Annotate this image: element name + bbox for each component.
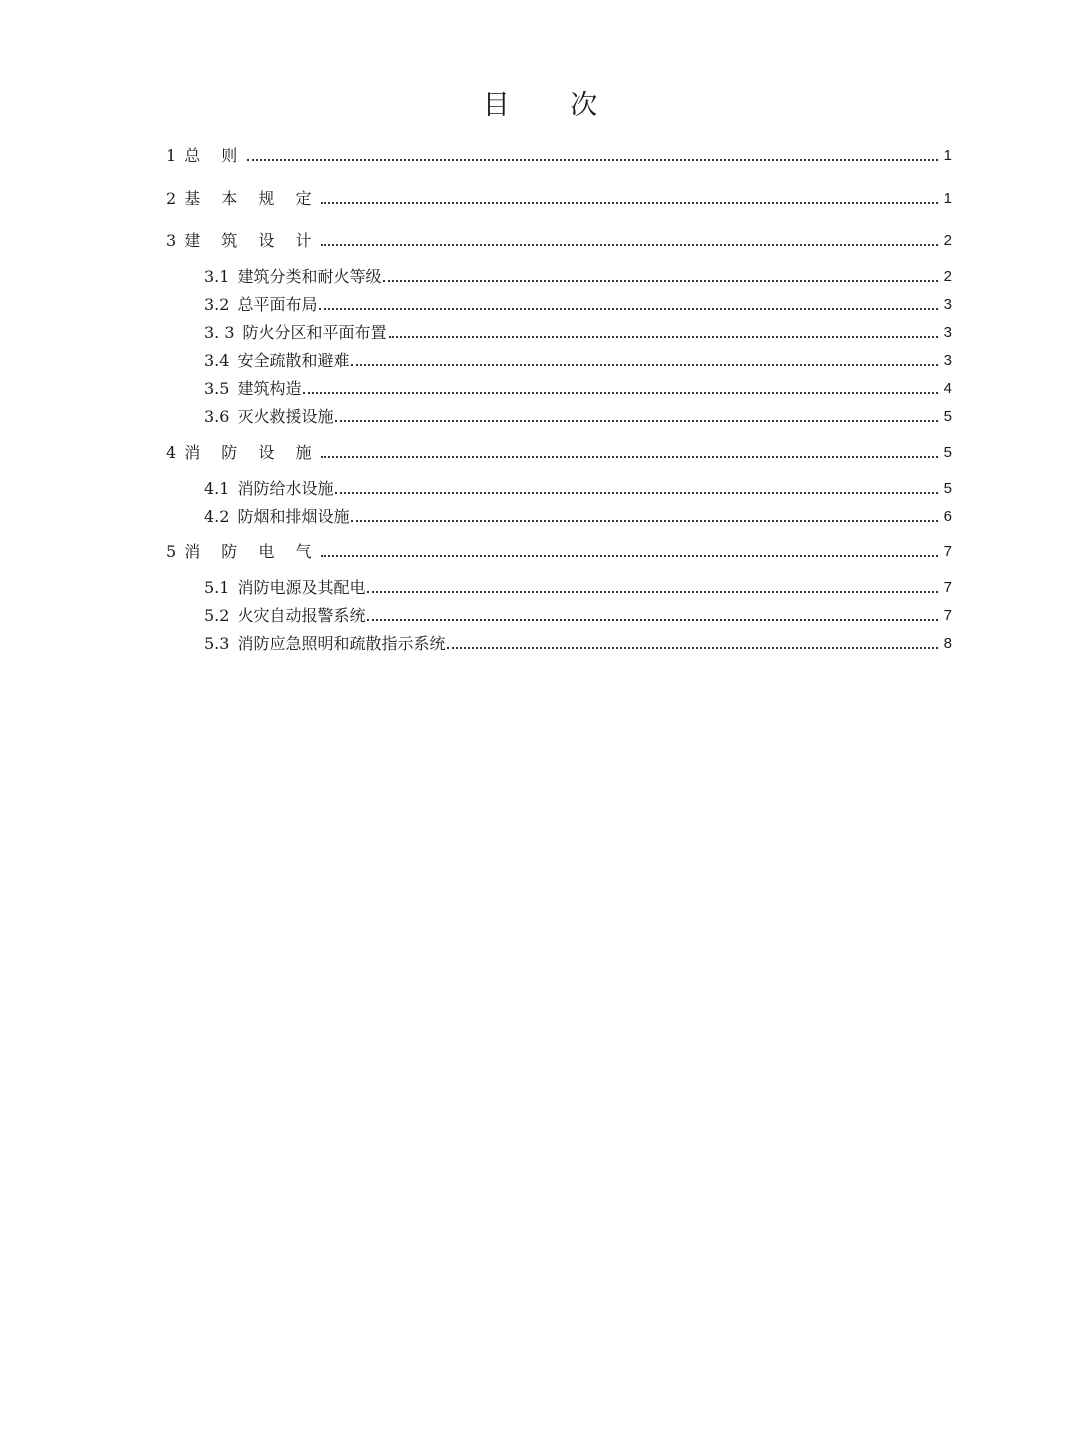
toc-entry-page: 4	[943, 380, 952, 397]
toc-entry-title: 总平面布局	[237, 295, 318, 314]
toc-entry-number: 4	[166, 443, 177, 462]
toc-entry-page: 5	[943, 408, 952, 425]
toc-entry-3-5[interactable]	[204, 376, 952, 400]
toc-entry-3-1[interactable]	[204, 264, 952, 288]
toc-entry-number: 5.2	[204, 606, 230, 625]
toc-dot-leader	[319, 308, 938, 310]
toc-entry-page: 2	[943, 268, 952, 285]
toc-entry-title: 建筑分类和耐火等级	[237, 267, 382, 286]
toc-dot-leader	[389, 336, 938, 338]
toc-entry-3-4[interactable]	[204, 348, 952, 372]
toc-entry-title: 消 防 设 施	[184, 443, 320, 462]
toc-entry-page: 1	[943, 147, 952, 164]
toc-entry-4-2[interactable]	[204, 504, 952, 528]
toc-dot-leader	[303, 392, 938, 394]
toc-entry-title: 火灾自动报警系统	[237, 606, 366, 625]
toc-entry-number: 5.1	[204, 578, 230, 597]
toc-entry-page: 1	[943, 190, 952, 207]
toc-entry-5[interactable]	[166, 539, 952, 563]
toc-entry-number: 4.2	[204, 507, 230, 526]
toc-entry-page: 7	[943, 543, 952, 560]
toc-entry-1[interactable]	[166, 143, 952, 167]
toc-entry-number: 1	[166, 146, 177, 165]
toc-entry-5-1[interactable]	[204, 575, 952, 599]
toc-entry-page: 5	[943, 444, 952, 461]
toc-entry-page: 2	[943, 232, 952, 249]
toc-dot-leader	[335, 492, 938, 494]
toc-entry-number: 3.6	[204, 407, 230, 426]
toc-entry-number: 3.1	[204, 267, 230, 286]
toc-entry-number: 5	[166, 542, 177, 561]
toc-entry-3[interactable]	[166, 228, 952, 252]
toc-entry-2[interactable]	[166, 186, 952, 210]
toc-entry-number: 3.4	[204, 351, 230, 370]
toc-dot-leader	[447, 647, 938, 649]
toc-entry-title: 消 防 电 气	[184, 542, 320, 561]
toc-entry-page: 7	[943, 579, 952, 596]
toc-entry-number: 3.5	[204, 379, 230, 398]
toc-dot-leader	[367, 619, 938, 621]
toc-entry-3-2[interactable]	[204, 292, 952, 316]
toc-dot-leader	[321, 202, 938, 204]
toc-entry-title: 消防给水设施	[237, 479, 334, 498]
toc-entry-title: 建筑构造	[237, 379, 302, 398]
toc-entry-5-3[interactable]	[204, 631, 952, 655]
toc-entry-number: 3	[166, 231, 177, 250]
toc-entry-3-3[interactable]	[204, 320, 952, 344]
toc-entry-page: 3	[943, 324, 952, 341]
toc-entry-number: 4.1	[204, 479, 230, 498]
toc-entry-title: 灭火救援设施	[237, 407, 334, 426]
toc-entry-page: 5	[943, 480, 952, 497]
toc-dot-leader	[321, 456, 938, 458]
toc-dot-leader	[335, 420, 938, 422]
toc-entry-number: 2	[166, 189, 177, 208]
toc-dot-leader	[247, 159, 938, 161]
toc-entry-page: 7	[943, 607, 952, 624]
toc-dot-leader	[351, 364, 938, 366]
toc-entry-number: 3. 3	[204, 323, 235, 342]
toc-entry-number: 3.2	[204, 295, 230, 314]
toc-dot-leader	[321, 244, 938, 246]
toc-entry-3-6[interactable]	[204, 404, 952, 428]
toc-entry-page: 3	[943, 352, 952, 369]
toc-entry-page: 8	[943, 635, 952, 652]
toc-entry-page: 6	[943, 508, 952, 525]
toc-entry-4[interactable]	[166, 440, 952, 464]
toc-entry-title: 建 筑 设 计	[184, 231, 320, 250]
toc-entry-title: 基 本 规 定	[184, 189, 320, 208]
toc-entry-title: 防火分区和平面布置	[242, 323, 387, 342]
toc-entry-title: 消防应急照明和疏散指示系统	[237, 634, 446, 653]
toc-entry-title: 安全疏散和避难	[237, 351, 350, 370]
toc-entry-page: 3	[943, 296, 952, 313]
toc-entry-number: 5.3	[204, 634, 230, 653]
page-title: 目 次	[482, 90, 624, 121]
toc-entry-title: 总 则	[184, 146, 246, 165]
toc-entry-4-1[interactable]	[204, 476, 952, 500]
toc-dot-leader	[321, 555, 938, 557]
toc-entry-5-2[interactable]	[204, 603, 952, 627]
toc-dot-leader	[367, 591, 938, 593]
toc-dot-leader	[383, 280, 938, 282]
toc-entry-title: 防烟和排烟设施	[237, 507, 350, 526]
toc-entry-title: 消防电源及其配电	[237, 578, 366, 597]
toc-dot-leader	[351, 520, 938, 522]
